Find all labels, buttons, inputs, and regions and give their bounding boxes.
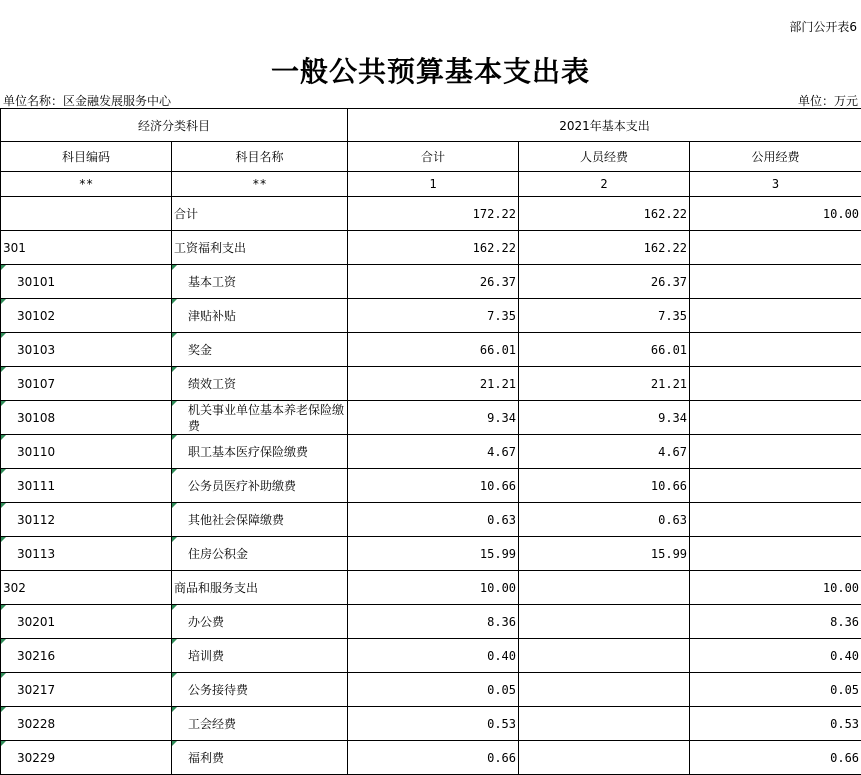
cell-public: [690, 707, 861, 741]
cell-total-text: 8.36: [487, 614, 517, 629]
cell-personnel: [519, 299, 690, 333]
index-public: 3: [690, 172, 861, 197]
cell-name-text: 机关事业单位基本养老保险缴费: [188, 402, 345, 433]
table-row: [1, 299, 861, 333]
cell-personnel: [519, 639, 690, 673]
cell-name-text: 津贴补贴: [188, 309, 237, 323]
cell-personnel: [519, 231, 690, 265]
cell-personnel: [519, 503, 690, 537]
cell-personnel: [519, 367, 690, 401]
cell-public-text: 0.05: [830, 682, 860, 697]
cell-code: [1, 707, 172, 741]
cell-code: [1, 197, 172, 231]
cell-marker-icon: [1, 503, 6, 508]
cell-marker-icon: [1, 401, 6, 406]
cell-code-text: 301: [3, 240, 26, 255]
cell-marker-icon: [172, 605, 177, 610]
cell-name-text: 工会经费: [188, 717, 237, 731]
cell-total-text: 15.99: [479, 546, 517, 561]
cell-marker-icon: [172, 469, 177, 474]
cell-name: [172, 673, 348, 707]
cell-code: [1, 435, 172, 469]
cell-code-text: 30107: [17, 376, 56, 391]
cell-public: [690, 435, 861, 469]
cell-total-text: 162.22: [472, 240, 517, 255]
cell-public: [690, 231, 861, 265]
cell-total: [348, 673, 519, 707]
cell-public: [690, 197, 861, 231]
budget-table: [0, 108, 861, 775]
cell-code-text: 30216: [17, 648, 56, 663]
cell-code: [1, 639, 172, 673]
cell-total: [348, 401, 519, 435]
cell-code-text: 30103: [17, 342, 56, 357]
cell-marker-icon: [1, 469, 6, 474]
cell-personnel: [519, 401, 690, 435]
unit-info-row: [3, 92, 858, 108]
cell-personnel-text: 15.99: [650, 546, 688, 561]
cell-total-text: 0.63: [487, 512, 517, 527]
cell-marker-icon: [172, 741, 177, 746]
cell-total-text: 10.00: [479, 580, 517, 595]
cell-personnel: [519, 741, 690, 775]
cell-public: [690, 469, 861, 503]
table-row: [1, 231, 861, 265]
cell-name-text: 工资福利支出: [174, 241, 247, 255]
table-row: [1, 639, 861, 673]
cell-public: [690, 571, 861, 605]
unit-label: 单位：万元: [797, 94, 858, 108]
cell-code: [1, 605, 172, 639]
cell-code: [1, 673, 172, 707]
cell-code: [1, 401, 172, 435]
cell-marker-icon: [1, 673, 6, 678]
cell-code: [1, 469, 172, 503]
cell-marker-icon: [172, 367, 177, 372]
cell-code-text: 30201: [17, 614, 56, 629]
cell-code: [1, 503, 172, 537]
header-index-row: [1, 172, 861, 197]
cell-name: [172, 639, 348, 673]
unit-name-label: 单位名称：区金融发展服务中心: [3, 94, 172, 108]
header-public: 公用经费: [690, 142, 861, 172]
cell-name: [172, 469, 348, 503]
cell-personnel-text: 162.22: [643, 240, 688, 255]
cell-total: [348, 707, 519, 741]
header-name: 科目名称: [172, 142, 348, 172]
cell-total: [348, 469, 519, 503]
cell-code: [1, 741, 172, 775]
cell-public-text: 0.53: [830, 716, 860, 731]
cell-name-text: 合计: [174, 207, 199, 221]
cell-public: [690, 605, 861, 639]
table-row: [1, 197, 861, 231]
cell-name: [172, 537, 348, 571]
cell-name: [172, 197, 348, 231]
cell-code-text: 30228: [17, 716, 56, 731]
cell-marker-icon: [1, 435, 6, 440]
cell-marker-icon: [1, 299, 6, 304]
cell-name-text: 福利费: [188, 751, 225, 765]
cell-marker-icon: [1, 537, 6, 542]
cell-total-text: 9.34: [487, 410, 517, 425]
header-code: 科目编码: [1, 142, 172, 172]
header-basic-expenditure: 2021年基本支出: [348, 109, 861, 142]
cell-code-text: 30113: [17, 546, 56, 561]
cell-name: [172, 707, 348, 741]
cell-code-text: 30108: [17, 410, 56, 425]
cell-total: [348, 299, 519, 333]
cell-total-text: 10.66: [479, 478, 517, 493]
header-column-row: [1, 142, 861, 172]
cell-marker-icon: [172, 537, 177, 542]
table-row: [1, 469, 861, 503]
cell-marker-icon: [172, 435, 177, 440]
cell-personnel-text: 21.21: [650, 376, 688, 391]
table-row: [1, 571, 861, 605]
cell-marker-icon: [1, 367, 6, 372]
cell-total-text: 7.35: [487, 308, 517, 323]
cell-public-text: 10.00: [822, 206, 860, 221]
cell-name-text: 办公费: [188, 615, 225, 629]
header-personnel: 人员经费: [519, 142, 690, 172]
cell-marker-icon: [1, 333, 6, 338]
cell-personnel: [519, 333, 690, 367]
cell-public: [690, 741, 861, 775]
cell-name: [172, 503, 348, 537]
cell-marker-icon: [172, 299, 177, 304]
cell-marker-icon: [1, 707, 6, 712]
cell-personnel: [519, 435, 690, 469]
cell-marker-icon: [1, 741, 6, 746]
table-row: [1, 673, 861, 707]
cell-public: [690, 367, 861, 401]
cell-personnel-text: 7.35: [658, 308, 688, 323]
cell-personnel: [519, 707, 690, 741]
table-row: [1, 435, 861, 469]
cell-public-text: 0.66: [830, 750, 860, 765]
cell-personnel-text: 4.67: [658, 444, 688, 459]
cell-marker-icon: [172, 639, 177, 644]
cell-code-text: 30101: [17, 274, 56, 289]
cell-total: [348, 435, 519, 469]
cell-personnel-text: 66.01: [650, 342, 688, 357]
cell-code-text: 30102: [17, 308, 56, 323]
cell-total-text: 26.37: [479, 274, 517, 289]
cell-total: [348, 571, 519, 605]
table-row: [1, 707, 861, 741]
index-code: **: [1, 172, 172, 197]
cell-name: [172, 571, 348, 605]
cell-total: [348, 503, 519, 537]
cell-personnel: [519, 537, 690, 571]
cell-name: [172, 231, 348, 265]
cell-code-text: 30110: [17, 444, 56, 459]
table-row: [1, 333, 861, 367]
cell-total-text: 172.22: [472, 206, 517, 221]
cell-total: [348, 537, 519, 571]
cell-public: [690, 537, 861, 571]
cell-personnel-text: 26.37: [650, 274, 688, 289]
cell-marker-icon: [172, 401, 177, 406]
cell-total: [348, 265, 519, 299]
cell-public-text: 8.36: [830, 614, 860, 629]
cell-public: [690, 401, 861, 435]
cell-marker-icon: [172, 503, 177, 508]
cell-marker-icon: [1, 605, 6, 610]
cell-total: [348, 741, 519, 775]
cell-name-text: 公务员医疗补助缴费: [188, 479, 297, 493]
cell-public-text: 10.00: [822, 580, 860, 595]
cell-name: [172, 605, 348, 639]
index-personnel: 2: [519, 172, 690, 197]
cell-total-text: 0.66: [487, 750, 517, 765]
cell-name-text: 其他社会保障缴费: [188, 513, 285, 527]
cell-name-text: 商品和服务支出: [174, 581, 259, 595]
cell-name-text: 住房公积金: [188, 547, 249, 561]
cell-marker-icon: [1, 639, 6, 644]
cell-personnel: [519, 605, 690, 639]
cell-name: [172, 367, 348, 401]
table-row: [1, 265, 861, 299]
index-name: **: [172, 172, 348, 197]
cell-marker-icon: [172, 265, 177, 270]
cell-public: [690, 673, 861, 707]
cell-name: [172, 299, 348, 333]
cell-personnel: [519, 673, 690, 707]
header-economic-classification: 经济分类科目: [1, 109, 348, 142]
table-row: [1, 741, 861, 775]
cell-code: [1, 367, 172, 401]
index-total: 1: [348, 172, 519, 197]
header-total: 合计: [348, 142, 519, 172]
cell-name: [172, 333, 348, 367]
cell-marker-icon: [1, 265, 6, 270]
cell-public: [690, 333, 861, 367]
cell-public: [690, 639, 861, 673]
cell-marker-icon: [172, 673, 177, 678]
cell-total-text: 21.21: [479, 376, 517, 391]
table-row: [1, 537, 861, 571]
cell-code-text: 30217: [17, 682, 56, 697]
cell-personnel-text: 10.66: [650, 478, 688, 493]
cell-code: [1, 537, 172, 571]
cell-code: [1, 571, 172, 605]
cell-code-text: 30229: [17, 750, 56, 765]
table-row: [1, 401, 861, 435]
cell-public: [690, 503, 861, 537]
cell-name-text: 绩效工资: [188, 377, 237, 391]
cell-name-text: 培训费: [188, 649, 225, 663]
cell-code-text: 30112: [17, 512, 56, 527]
cell-total: [348, 231, 519, 265]
cell-total: [348, 367, 519, 401]
cell-personnel: [519, 571, 690, 605]
cell-public-text: 0.40: [830, 648, 860, 663]
cell-total-text: 0.53: [487, 716, 517, 731]
cell-code: [1, 231, 172, 265]
cell-total-text: 4.67: [487, 444, 517, 459]
cell-name-text: 奖金: [188, 343, 213, 357]
page-title: 一般公共预算基本支出表: [270, 55, 590, 88]
table-row: [1, 503, 861, 537]
cell-code-text: 30111: [17, 478, 56, 493]
cell-personnel: [519, 469, 690, 503]
cell-marker-icon: [172, 333, 177, 338]
form-number-label: 部门公开表6: [789, 20, 857, 34]
cell-name-text: 职工基本医疗保险缴费: [188, 445, 309, 459]
cell-personnel-text: 162.22: [643, 206, 688, 221]
cell-personnel: [519, 265, 690, 299]
cell-total: [348, 333, 519, 367]
cell-code: [1, 299, 172, 333]
table-row: [1, 605, 861, 639]
cell-personnel-text: 0.63: [658, 512, 688, 527]
cell-total-text: 0.40: [487, 648, 517, 663]
cell-total: [348, 639, 519, 673]
cell-name: [172, 265, 348, 299]
cell-personnel: [519, 197, 690, 231]
cell-name-text: 公务接待费: [188, 683, 249, 697]
cell-total-text: 0.05: [487, 682, 517, 697]
cell-public: [690, 265, 861, 299]
cell-code: [1, 265, 172, 299]
header-group-row: [1, 109, 861, 142]
cell-name: [172, 401, 348, 435]
cell-public: [690, 299, 861, 333]
cell-total: [348, 197, 519, 231]
cell-name: [172, 435, 348, 469]
cell-personnel-text: 9.34: [658, 410, 688, 425]
cell-code: [1, 333, 172, 367]
cell-total-text: 66.01: [479, 342, 517, 357]
cell-marker-icon: [172, 707, 177, 712]
cell-name: [172, 741, 348, 775]
cell-code-text: 302: [3, 580, 26, 595]
cell-name-text: 基本工资: [188, 275, 237, 289]
table-row: [1, 367, 861, 401]
cell-total: [348, 605, 519, 639]
